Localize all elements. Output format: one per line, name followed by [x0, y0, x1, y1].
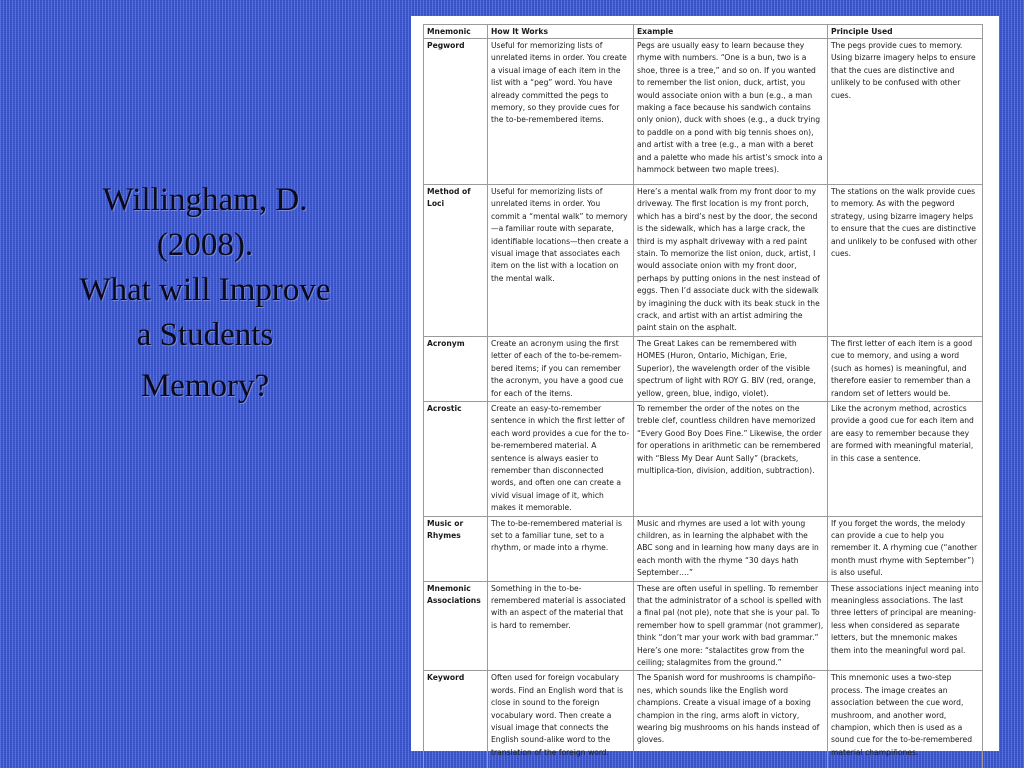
mnemonic-cell: Music or Rhymes	[424, 516, 488, 581]
title-line-author: Willingham, D.	[102, 182, 308, 218]
how-it-works-cell: The to-be-remembered material is set to a familiar tune, set to a rhythm, or made into a rhyme.	[488, 516, 634, 581]
principle-cell: This mnemonic uses a two-step process. The image creates an association between the cue word, mushroom, and another word, champion, which then is used as a sound cue for the to-be-remembered material champiñones.	[828, 671, 983, 768]
mnemonics-table-image	[411, 16, 999, 757]
header-example: Example	[634, 25, 828, 39]
title-line-question-2: a Students	[136, 317, 274, 353]
title-line-question-1: What will Improve	[79, 272, 331, 308]
how-it-works-cell: Useful for memorizing lists of unrelated items in order. You commit a “mental walk” to memory—a familiar route with separate, identifiable locations—then create a visual image that associates each item on the list with a location on the mental walk.	[488, 185, 634, 337]
mnemonic-cell: Mnemonic Associations	[424, 581, 488, 671]
principle-cell: These associations inject meaning into meaningless associations. The last three letters of principal are meaning-less when considered as separate letters, but the mnemonic makes them into the meaningful word pal.	[828, 581, 983, 671]
header-mnemonic: Mnemonic	[424, 25, 488, 39]
example-cell: Here’s a mental walk from my front door to my driveway. The first location is my front porch, which has a bird’s nest by the door, the second is the sidewalk, which has a large crack, the third is my asphalt driveway with a red paint stain. To memorize the list onion, duck, artist, I would associate onion with my front door, perhaps by putting onions in the nest instead of eggs. Then I’d associate duck with the sidewalk by imagining the duck with its beak stuck in the crack, and artist with an artist admiring the paint stain on the asphalt.	[634, 185, 828, 337]
principle-cell: The first letter of each item is a good cue to memory, and using a word (such as homes) is meaningful, and therefore easier to remember than a random set of letters would be.	[828, 336, 983, 401]
slide-title	[30, 178, 380, 409]
header-how-it-works: How It Works	[488, 25, 634, 39]
how-it-works-cell: Often used for foreign vocabulary words. Find an English word that is close in sound to the foreign vocabulary word. Then create a visual image that connects the English sound-alike word to the translation of the foreign word.	[488, 671, 634, 768]
mnemonic-cell: Acronym	[424, 336, 488, 401]
how-it-works-cell: Create an acronym using the first letter of each of the to-be-remem-bered items; if you can remember the acronym, you have a good cue for each of the items.	[488, 336, 634, 401]
principle-cell: If you forget the words, the melody can provide a cue to help you remember it. A rhyming cue (“another month must rhyme with September”) is also useful.	[828, 516, 983, 581]
table-row	[424, 185, 983, 337]
mnemonic-cell: Keyword	[424, 671, 488, 768]
table-row	[424, 401, 983, 516]
how-it-works-cell: Useful for memorizing lists of unrelated items in order. You create a visual image of each item in the list with a “peg” word. You have already committed the pegs to memory, so they provide cues for the to-be-remembered items.	[488, 39, 634, 185]
how-it-works-cell: Create an easy-to-remember sentence in which the first letter of each word provides a cue for the to-be-remembered material. A sentence is always easier to remember than disconnected words, and often one can create a vivid visual image of it, which makes it memorable.	[488, 401, 634, 516]
mnemonic-cell: Pegword	[424, 39, 488, 185]
mnemonic-cell: Method of Loci	[424, 185, 488, 337]
principle-cell: The pegs provide cues to memory. Using bizarre imagery helps to ensure that the cues are distinctive and unlikely to be confused with other cues.	[828, 39, 983, 185]
table-row	[424, 581, 983, 671]
mnemonic-cell: Acrostic	[424, 401, 488, 516]
title-line-year: (2008).	[156, 227, 254, 263]
principle-cell: Like the acronym method, acrostics provide a good cue for each item and are easy to remember because they are formed with meaningful material, in this case a sentence.	[828, 401, 983, 516]
header-principle-used: Principle Used	[828, 25, 983, 39]
table-row	[424, 671, 983, 768]
example-cell: The Spanish word for mushrooms is champiño-nes, which sounds like the English word champions. Create a visual image of a boxing champion in the ring, arms aloft in victory, wearing big mushrooms on his hands instead of gloves.	[634, 671, 828, 768]
table-row	[424, 516, 983, 581]
example-cell: The Great Lakes can be remembered with HOMES (Huron, Ontario, Michigan, Erie, Superior), the wavelength order of the visible spectrum of light with ROY G. BIV (red, orange, yellow, green, blue, indigo, violet).	[634, 336, 828, 401]
table-row	[424, 39, 983, 185]
title-line-question-3: Memory?	[140, 368, 270, 404]
example-cell: These are often useful in spelling. To remember that the administrator of a school is spelled with a final pal (not ple), note that she is your pal. To remember how to spell grammar (not grammer), think “don’t mar your work with bad grammar.” Here’s one more: “stalactites grow from the ceiling; stalagmites from the ground.”	[634, 581, 828, 671]
table-row	[424, 336, 983, 401]
mnemonics-table	[423, 24, 983, 768]
example-cell: To remember the order of the notes on the treble clef, countless children have memorized “Every Good Boy Does Fine.” Likewise, the order for operations in arithmetic can be remembered with “Bless My Dear Aunt Sally” (brackets, multiplica-tion, division, addition, subtraction).	[634, 401, 828, 516]
how-it-works-cell: Something in the to-be-remembered material is associated with an aspect of the material that is hard to remember.	[488, 581, 634, 671]
principle-cell: The stations on the walk provide cues to memory. As with the pegword strategy, using bizarre imagery helps to ensure that the cues are distinctive and unlikely to be confused with other cues.	[828, 185, 983, 337]
example-cell: Pegs are usually easy to learn because they rhyme with numbers. “One is a bun, two is a shoe, three is a tree,” and so on. If you wanted to remember the list onion, duck, artist, you would associate onion with a bun (e.g., a man making a face because his sandwich contains only onion), duck with shoes (e.g., a duck trying to paddle on a pond with big tennis shoes on), and artist with a tree (e.g., a man with a beret and a palette who made his artist’s smock into a hammock between two maple trees).	[634, 39, 828, 185]
example-cell: Music and rhymes are used a lot with young children, as in learning the alphabet with the ABC song and in learning how many days are in each month with the rhyme “30 days hath September….”	[634, 516, 828, 581]
table-header-row	[424, 25, 983, 39]
